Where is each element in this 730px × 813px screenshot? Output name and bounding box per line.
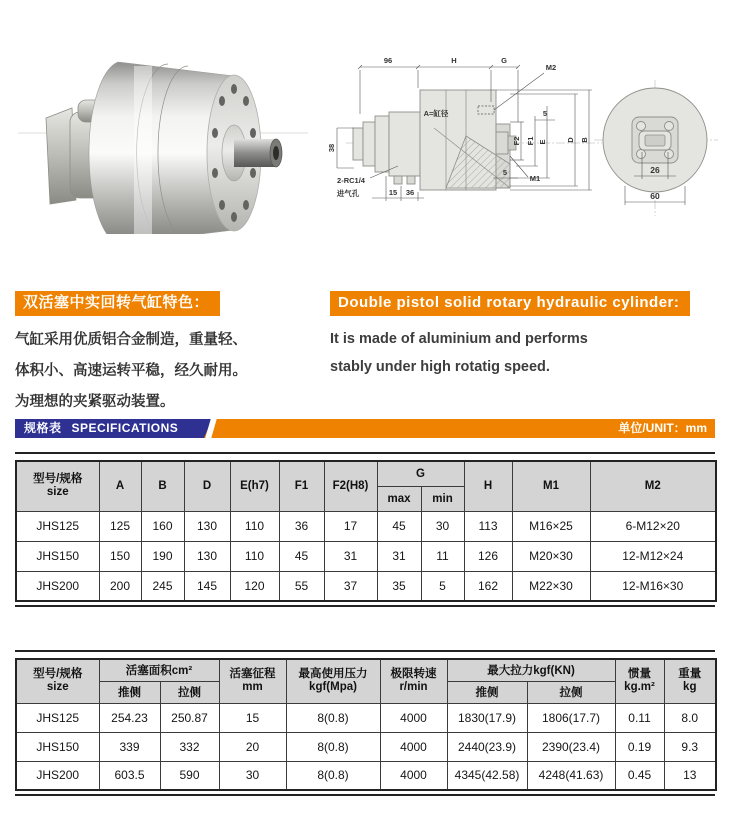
cell: 1806(17.7) — [527, 703, 615, 732]
col-header-inertia: 惯量 kg.m² — [615, 659, 664, 703]
dim-5-top: 5 — [542, 109, 548, 118]
cell: 0.45 — [615, 761, 664, 790]
col-header-force-pull: 拉侧 — [527, 681, 615, 703]
col-header-piston-area: 活塞面积cm² — [99, 659, 219, 681]
table-rule-top — [15, 650, 715, 652]
performance-table-section — [15, 650, 715, 796]
cell: M20×30 — [512, 541, 590, 571]
cell-model: JHS125 — [16, 511, 99, 541]
features-en-line: It is made of aluminium and performs — [330, 331, 588, 347]
label-bore: A=缸径 — [423, 109, 449, 118]
dim-15: 15 — [388, 188, 398, 197]
col-header-m2: M2 — [590, 461, 716, 511]
cell: 126 — [464, 541, 512, 571]
cell: 1830(17.9) — [447, 703, 527, 732]
cell: 254.23 — [99, 703, 160, 732]
cell: 35 — [377, 571, 421, 601]
unit-label: 单位/UNIT：mm — [618, 421, 707, 435]
dim-d: D — [566, 137, 575, 143]
cell: 250.87 — [160, 703, 219, 732]
col-header-d: D — [184, 461, 230, 511]
col-header-speed: 极限转速 r/min — [380, 659, 447, 703]
cell: 603.5 — [99, 761, 160, 790]
label-rc: 2-RC1/4 — [337, 176, 365, 185]
table-row-jhs125 — [16, 703, 716, 732]
table-row-jhs125 — [16, 511, 716, 541]
dim-f2: F2 — [512, 136, 521, 146]
dim-g: G — [501, 56, 507, 65]
cell: 20 — [219, 732, 286, 761]
cell: 2390(23.4) — [527, 732, 615, 761]
cell: 11 — [421, 541, 464, 571]
cell: 4000 — [380, 761, 447, 790]
cylinder-body — [89, 62, 282, 234]
col-header-stroke: 活塞征程 mm — [219, 659, 286, 703]
spec-title-cn: 规格表 — [24, 421, 62, 435]
cell: 125 — [99, 511, 141, 541]
cell: 37 — [324, 571, 377, 601]
end-view — [603, 88, 707, 205]
dimensions-table — [15, 460, 717, 602]
cell: 190 — [141, 541, 184, 571]
features-cn-line: 体积小、高速运转平稳，经久耐用。 — [15, 363, 247, 379]
table-row-jhs200 — [16, 571, 716, 601]
cell: 110 — [230, 541, 279, 571]
cell: 6-M12×20 — [590, 511, 716, 541]
table-rule-bottom — [15, 794, 715, 796]
features-cn-line: 气缸采用优质铝合金制造，重量轻、 — [15, 332, 247, 348]
features-en-title: Double pistol solid rotary hydraulic cylinder: — [330, 291, 690, 316]
col-header-g: G — [377, 461, 464, 486]
label-m1: M1 — [529, 174, 541, 183]
cell: 31 — [324, 541, 377, 571]
col-header-max-force: 最大拉力kgf(KN) — [447, 659, 615, 681]
dim-f1: F1 — [526, 136, 535, 146]
dim-26: 26 — [650, 165, 660, 175]
cell: 8.0 — [664, 703, 716, 732]
cell: 4000 — [380, 732, 447, 761]
cell: 17 — [324, 511, 377, 541]
dim-b: B — [580, 137, 589, 143]
dim-60: 60 — [650, 191, 660, 201]
dim-36: 36 — [405, 188, 415, 197]
cell: 8(0.8) — [286, 732, 380, 761]
cell: 13 — [664, 761, 716, 790]
cell: M22×30 — [512, 571, 590, 601]
cell: 36 — [279, 511, 324, 541]
col-header-model: 型号/规格 size — [16, 461, 99, 511]
cell: 45 — [377, 511, 421, 541]
features-cn-block — [15, 291, 315, 418]
dimensions-table-section — [15, 452, 715, 607]
col-header-area-pull: 拉侧 — [160, 681, 219, 703]
col-header-e: E(h7) — [230, 461, 279, 511]
cell-model: JHS125 — [16, 703, 99, 732]
cell: 590 — [160, 761, 219, 790]
col-header-force-push: 推侧 — [447, 681, 527, 703]
cell: 120 — [230, 571, 279, 601]
features-cn-body — [15, 325, 315, 418]
cell: 8(0.8) — [286, 703, 380, 732]
cell: 0.11 — [615, 703, 664, 732]
col-header-h: H — [464, 461, 512, 511]
table-rule-bottom — [15, 605, 715, 607]
cell: 12-M16×30 — [590, 571, 716, 601]
cell: 4000 — [380, 703, 447, 732]
cell: 162 — [464, 571, 512, 601]
spec-title-en: SPECIFICATIONS — [71, 421, 179, 435]
col-header-b: B — [141, 461, 184, 511]
technical-drawing — [326, 36, 728, 236]
cell: 130 — [184, 511, 230, 541]
features-cn-title: 双活塞中实回转气缸特色： — [15, 291, 220, 316]
cell: 30 — [219, 761, 286, 790]
dim-5-bottom: 5 — [502, 168, 508, 177]
table-row-jhs200 — [16, 761, 716, 790]
col-header-model: 型号/规格 size — [16, 659, 99, 703]
table-row-jhs150 — [16, 732, 716, 761]
features-cn-line: 为理想的夹紧驱动装置。 — [15, 394, 175, 410]
label-inlet: 进气孔 — [336, 189, 360, 198]
cell: 2440(23.9) — [447, 732, 527, 761]
cell: 55 — [279, 571, 324, 601]
col-header-f2: F2(H8) — [324, 461, 377, 511]
specifications-bar-title — [24, 419, 178, 438]
cell: 30 — [421, 511, 464, 541]
product-photo — [18, 16, 308, 234]
col-header-f1: F1 — [279, 461, 324, 511]
cell: 4248(41.63) — [527, 761, 615, 790]
cell: 332 — [160, 732, 219, 761]
cell: 15 — [219, 703, 286, 732]
cell: 110 — [230, 511, 279, 541]
dim-38: 38 — [327, 143, 336, 153]
header-row — [16, 461, 716, 486]
cell: 5 — [421, 571, 464, 601]
cell: 245 — [141, 571, 184, 601]
cell: 45 — [279, 541, 324, 571]
cell: 200 — [99, 571, 141, 601]
features-en-block — [330, 291, 726, 381]
cell: 4345(42.58) — [447, 761, 527, 790]
table-rule-top — [15, 452, 715, 454]
col-header-a: A — [99, 461, 141, 511]
cell-model: JHS150 — [16, 732, 99, 761]
col-header-pressure: 最高使用压力 kgf(Mpa) — [286, 659, 380, 703]
label-m2: M2 — [545, 63, 557, 72]
cell: 8(0.8) — [286, 761, 380, 790]
features-en-line: stably under high rotatig speed. — [330, 359, 550, 375]
col-header-weight: 重量 kg — [664, 659, 716, 703]
dim-e: E — [538, 139, 547, 145]
features-en-body — [330, 325, 726, 381]
cell: 160 — [141, 511, 184, 541]
cell: 9.3 — [664, 732, 716, 761]
cell: M16×25 — [512, 511, 590, 541]
cell: 150 — [99, 541, 141, 571]
table-row-jhs150 — [16, 541, 716, 571]
col-header-g-max: max — [377, 486, 421, 511]
col-header-g-min: min — [421, 486, 464, 511]
cell: 339 — [99, 732, 160, 761]
header-row — [16, 659, 716, 681]
cell: 130 — [184, 541, 230, 571]
cell: 31 — [377, 541, 421, 571]
cell: 12-M12×24 — [590, 541, 716, 571]
specifications-bar — [15, 419, 715, 438]
performance-table — [15, 658, 717, 791]
cell-model: JHS150 — [16, 541, 99, 571]
cell-model: JHS200 — [16, 571, 99, 601]
cell: 0.19 — [615, 732, 664, 761]
col-header-area-push: 推侧 — [99, 681, 160, 703]
dim-h: H — [451, 56, 457, 65]
col-header-m1: M1 — [512, 461, 590, 511]
cell: 113 — [464, 511, 512, 541]
dim-96: 96 — [383, 56, 393, 65]
cell-model: JHS200 — [16, 761, 99, 790]
cell: 145 — [184, 571, 230, 601]
